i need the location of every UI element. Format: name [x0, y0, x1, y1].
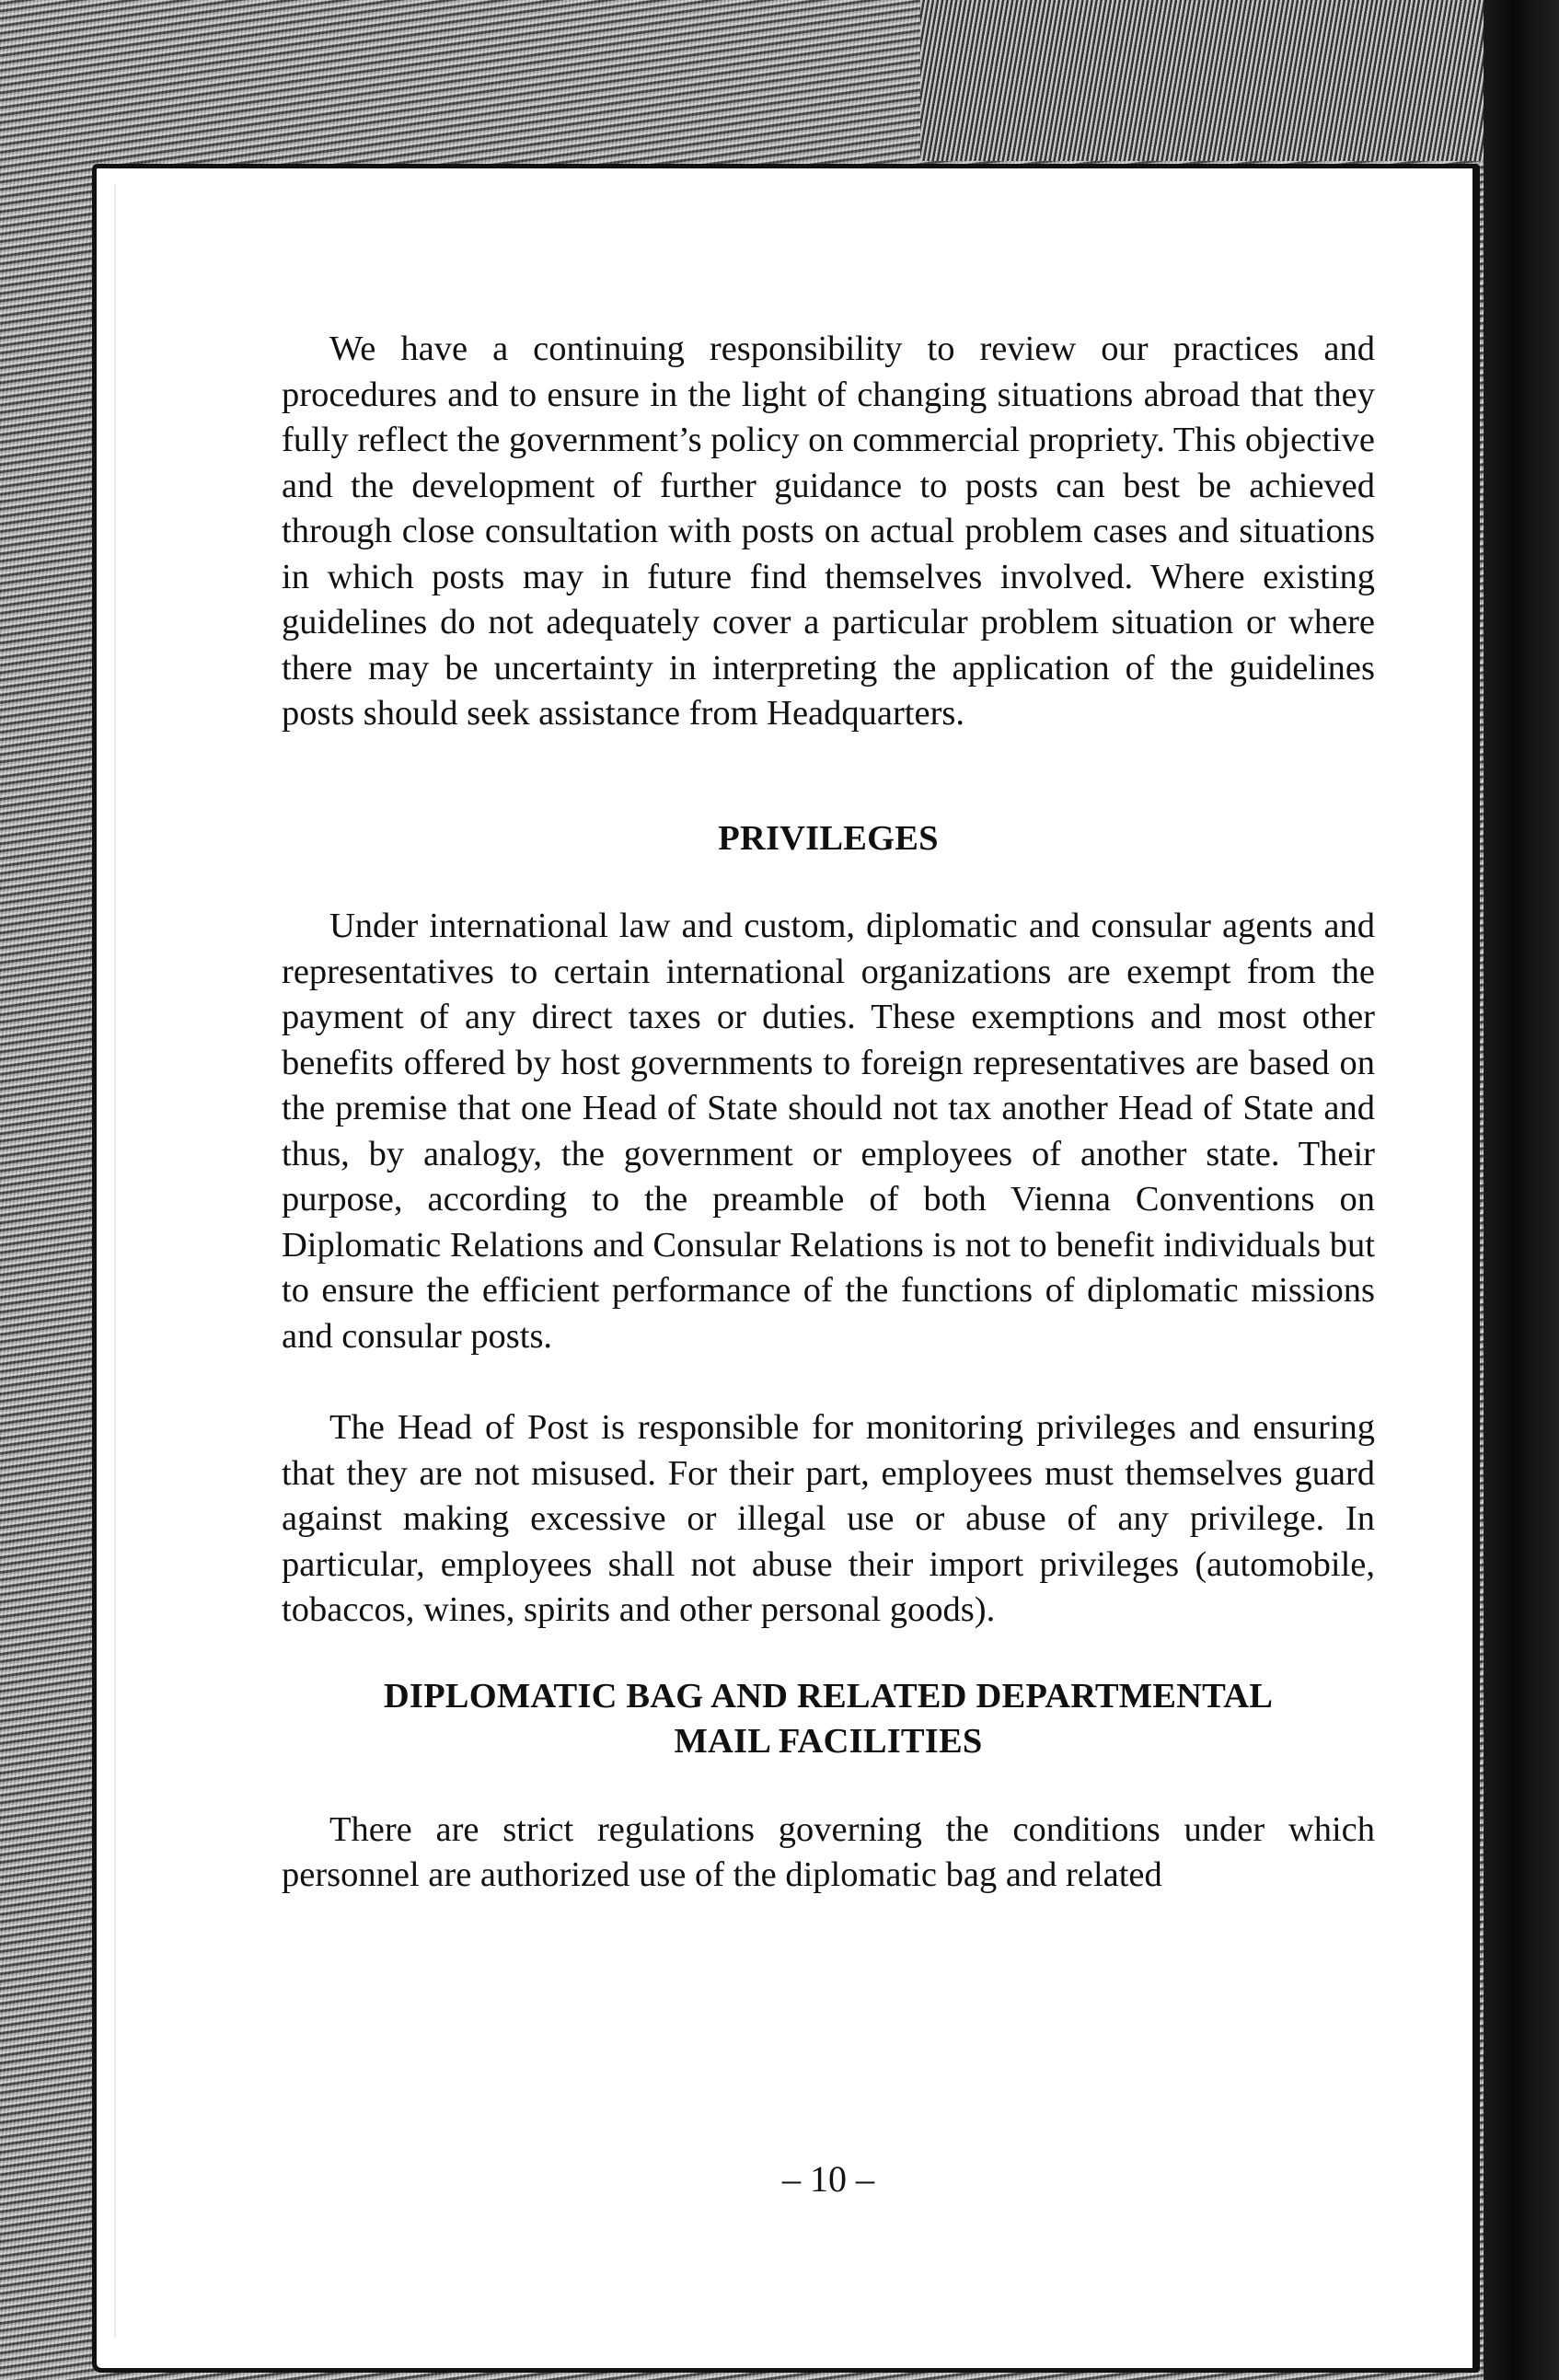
heading-privileges: PRIVILEGES: [718, 818, 939, 858]
page-margin-shadow: [114, 184, 116, 2338]
page-body: [282, 327, 1375, 1899]
heading-diplomatic-bag-line1: DIPLOMATIC BAG AND RELATED DEPARTMENTAL: [383, 1676, 1274, 1716]
paragraph-diplomatic-bag: There are strict regulations governing the conditions under which personnel are authorized use of the diplomatic bag and related: [282, 1809, 1375, 1894]
paragraph-head-of-post: The Head of Post is responsible for monitoring privileges and ensuring that they are not misused. For their part, employees must themselves guard against making excessive or illegal use or abuse of any privilege. In particular, employees shall not abuse their import privileges (automobile, tobaccos, wines, spirits and other personal goods).: [282, 1408, 1375, 1629]
paragraph-commercial-propriety: We have a continuing responsibility to review our practices and procedures and to ensure in the light of changing situations abroad that they fully reflect the government’s policy on commercial propriety. This objective and the development of further guidance to posts can best be achieved through close consultation with posts on actual problem cases and situations in which posts may in future find themselves involved. Where existing guidelines do not adequately cover a particular problem situation or where there may be uncertainty in interpreting the application of the guidelines posts should seek assistance from Headquarters.: [282, 329, 1375, 733]
page-number: – 10 –: [782, 2158, 874, 2200]
book-spine-edge: [1484, 0, 1559, 2380]
paragraph-privileges-law: Under international law and custom, diplomatic and consular agents and representatives to certain international organizations are exempt from the payment of any direct taxes or duties. These exemptions and most other benefits offered by host governments to foreign representatives are based on the premise that one Head of State should not tax another Head of State and thus, by analogy, the government or employees of another state. Their purpose, according to the preamble of both Vienna Conventions on Diplomatic Relations and Consular Relations is not to benefit individuals but to ensure the efficient performance of the functions of diplomatic missions and consular posts.: [282, 907, 1375, 1356]
heading-diplomatic-bag: [282, 1674, 1375, 1765]
scanned-top-strip: [920, 0, 1559, 161]
heading-diplomatic-bag-line2: MAIL FACILITIES: [674, 1722, 983, 1761]
